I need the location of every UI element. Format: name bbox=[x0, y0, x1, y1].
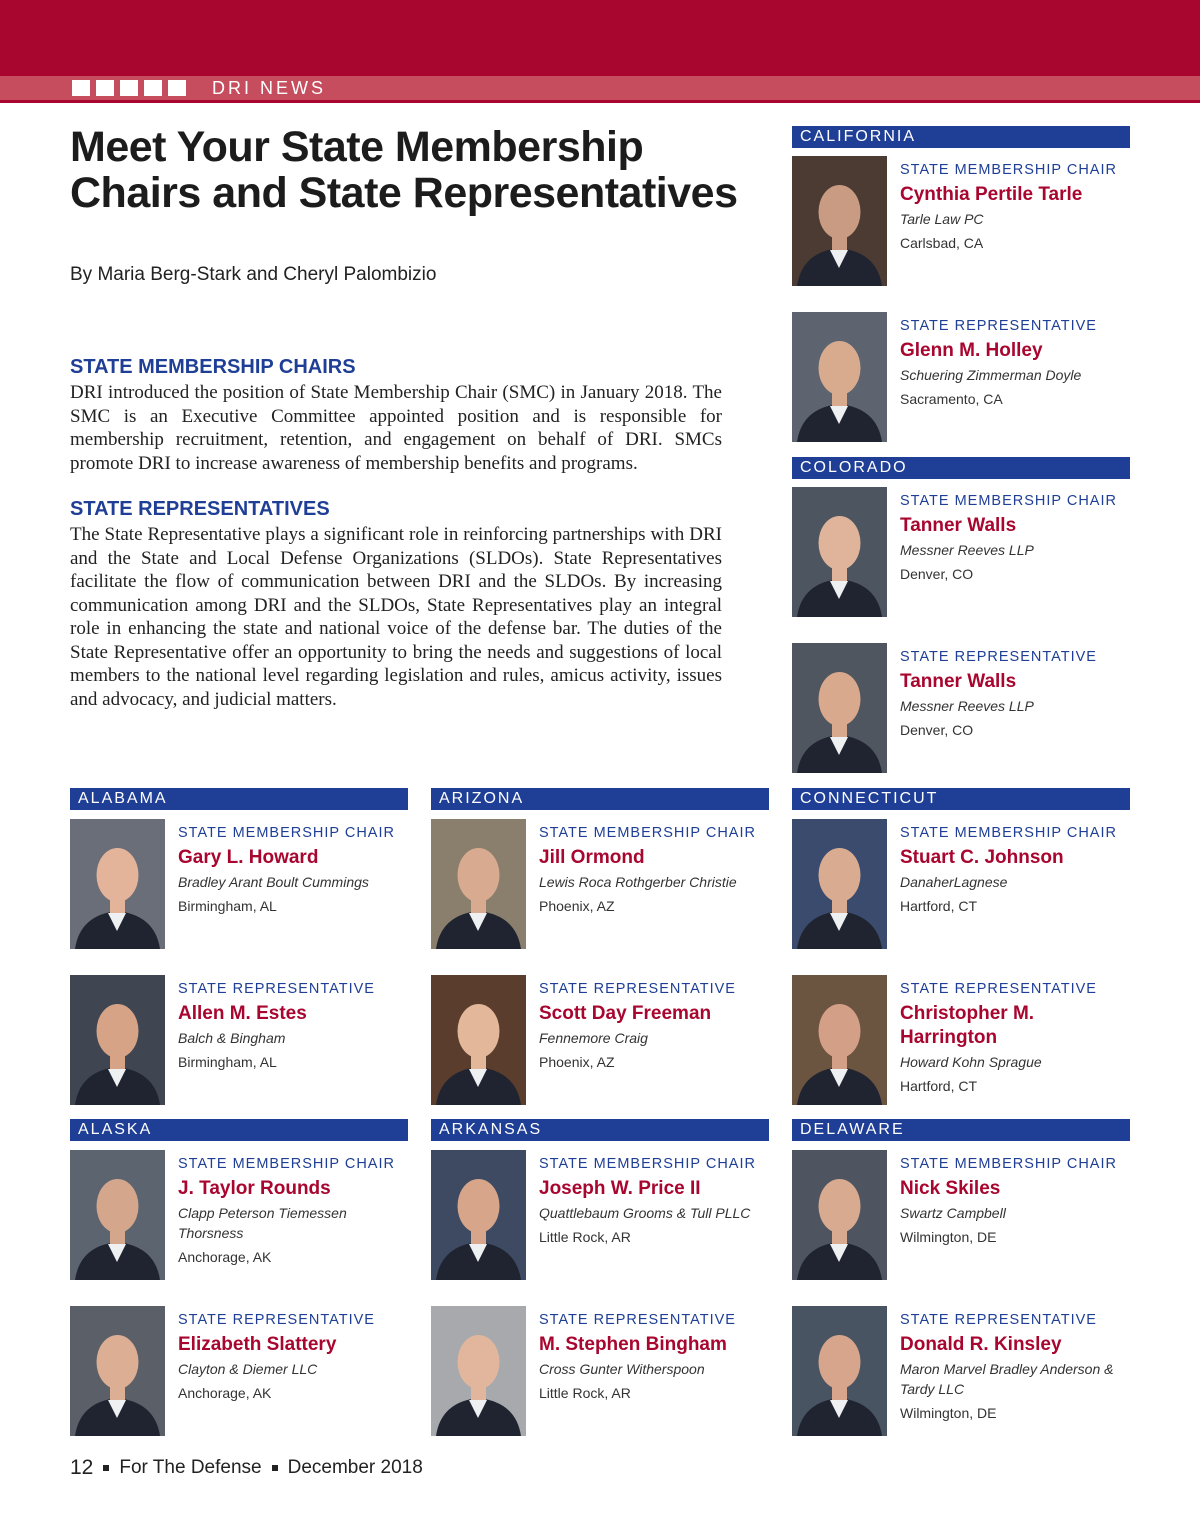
portrait-photo bbox=[70, 1306, 165, 1436]
person-role: STATE REPRESENTATIVE bbox=[178, 981, 375, 997]
person-role: STATE MEMBERSHIP CHAIR bbox=[539, 1156, 756, 1172]
portrait-frame bbox=[431, 1306, 526, 1436]
portrait-frame bbox=[792, 312, 887, 442]
state-header-bar: COLORADO bbox=[792, 457, 1130, 479]
page-footer bbox=[70, 1456, 423, 1480]
person-card bbox=[70, 819, 410, 949]
person-firm: Swartz Campbell bbox=[900, 1205, 1006, 1221]
person-role: STATE MEMBERSHIP CHAIR bbox=[900, 1156, 1117, 1172]
person-city: Wilmington, DE bbox=[900, 1405, 997, 1421]
person-firm: Cross Gunter Witherspoon bbox=[539, 1361, 705, 1377]
person-name: Donald R. Kinsley bbox=[900, 1334, 1062, 1355]
person-city: Phoenix, AZ bbox=[539, 898, 615, 914]
person-city: Phoenix, AZ bbox=[539, 1054, 615, 1070]
state-header-bar: ALABAMA bbox=[70, 788, 408, 810]
person-card bbox=[792, 975, 1132, 1105]
person-info bbox=[539, 819, 771, 916]
person-city: Sacramento, CA bbox=[900, 391, 1003, 407]
portrait-frame bbox=[70, 819, 165, 949]
person-name: Nick Skiles bbox=[900, 1178, 1001, 1199]
person-role: STATE REPRESENTATIVE bbox=[539, 1312, 736, 1328]
portrait-frame bbox=[70, 975, 165, 1105]
person-firm: Bradley Arant Boult Cummings bbox=[178, 874, 369, 890]
person-card bbox=[431, 1150, 771, 1280]
person-name: Tanner Walls bbox=[900, 515, 1017, 536]
portrait-frame bbox=[792, 975, 887, 1105]
masthead-band bbox=[0, 0, 1200, 76]
portrait-frame bbox=[431, 819, 526, 949]
portrait-photo bbox=[431, 1150, 526, 1280]
person-info bbox=[178, 1306, 410, 1403]
person-firm: Tarle Law PC bbox=[900, 211, 984, 227]
person-firm: Fennemore Craig bbox=[539, 1030, 648, 1046]
portrait-photo bbox=[70, 1150, 165, 1280]
portrait-photo bbox=[431, 819, 526, 949]
person-firm: Clapp Peterson Tiemessen Thorsness bbox=[178, 1205, 347, 1241]
footer-separator bbox=[103, 1465, 109, 1471]
person-name: Stuart C. Johnson bbox=[900, 847, 1064, 868]
person-role: STATE MEMBERSHIP CHAIR bbox=[900, 162, 1117, 178]
person-name: Glenn M. Holley bbox=[900, 340, 1043, 361]
person-info bbox=[539, 1306, 771, 1403]
person-info bbox=[900, 312, 1132, 409]
person-role: STATE REPRESENTATIVE bbox=[900, 1312, 1097, 1328]
person-name: Tanner Walls bbox=[900, 671, 1017, 692]
person-card bbox=[792, 819, 1132, 949]
person-card bbox=[70, 1150, 410, 1280]
state-header-bar: DELAWARE bbox=[792, 1119, 1130, 1141]
person-name: Gary L. Howard bbox=[178, 847, 319, 868]
person-city: Denver, CO bbox=[900, 566, 974, 582]
person-info bbox=[539, 1150, 771, 1247]
state-header-bar: ARIZONA bbox=[431, 788, 769, 810]
state-header-bar: CONNECTICUT bbox=[792, 788, 1130, 810]
person-firm: Howard Kohn Sprague bbox=[900, 1054, 1042, 1070]
person-role: STATE REPRESENTATIVE bbox=[900, 981, 1097, 997]
person-city: Little Rock, AR bbox=[539, 1385, 631, 1401]
person-firm: Schuering Zimmerman Doyle bbox=[900, 367, 1082, 383]
portrait-photo bbox=[792, 643, 887, 773]
person-city: Anchorage, AK bbox=[178, 1249, 272, 1265]
portrait-frame bbox=[792, 643, 887, 773]
person-info bbox=[539, 975, 771, 1072]
person-card bbox=[431, 1306, 771, 1436]
portrait-frame bbox=[431, 1150, 526, 1280]
portrait-frame bbox=[792, 156, 887, 286]
person-city: Carlsbad, CA bbox=[900, 235, 984, 251]
person-card bbox=[792, 312, 1132, 442]
portrait-photo bbox=[792, 156, 887, 286]
person-name: Scott Day Freeman bbox=[539, 1003, 712, 1024]
portrait-frame bbox=[70, 1150, 165, 1280]
portrait-frame bbox=[792, 1150, 887, 1280]
person-card bbox=[792, 1306, 1132, 1436]
person-role: STATE REPRESENTATIVE bbox=[539, 981, 736, 997]
person-name: Christopher M. Harrington bbox=[900, 1003, 1035, 1048]
portrait-photo bbox=[792, 1306, 887, 1436]
person-card bbox=[792, 1150, 1132, 1280]
person-card bbox=[70, 975, 410, 1105]
portrait-photo bbox=[431, 975, 526, 1105]
person-card bbox=[792, 487, 1132, 617]
portrait-photo bbox=[792, 487, 887, 617]
portrait-photo bbox=[792, 312, 887, 442]
section-bar bbox=[0, 76, 1200, 100]
person-info bbox=[900, 487, 1132, 584]
person-name: Allen M. Estes bbox=[178, 1003, 307, 1024]
person-firm: Messner Reeves LLP bbox=[900, 698, 1034, 714]
person-firm: Maron Marvel Bradley Anderson & Tardy LLC bbox=[900, 1361, 1114, 1397]
section-body-chairs: DRI introduced the position of State Membership Chair (SMC) in January 2018. The SMC is an Executive Committee appointed position and is responsible for membership recruitment, retention, and engagement on behalf of DRI. SMCs promote DRI to increase awareness of membership benefits and programs. bbox=[70, 382, 722, 474]
person-role: STATE REPRESENTATIVE bbox=[178, 1312, 375, 1328]
page-number: 12 bbox=[70, 1456, 94, 1479]
person-role: STATE REPRESENTATIVE bbox=[900, 318, 1097, 334]
person-info bbox=[900, 975, 1132, 1096]
person-firm: Quattlebaum Grooms & Tull PLLC bbox=[539, 1205, 751, 1221]
person-role: STATE MEMBERSHIP CHAIR bbox=[539, 825, 756, 841]
footer-separator bbox=[272, 1465, 278, 1471]
person-city: Birmingham, AL bbox=[178, 1054, 277, 1070]
person-name: Cynthia Pertile Tarle bbox=[900, 184, 1083, 205]
person-name: Joseph W. Price II bbox=[539, 1178, 701, 1199]
person-card bbox=[431, 819, 771, 949]
portrait-photo bbox=[431, 1306, 526, 1436]
article-byline: By Maria Berg-Stark and Cheryl Palombizio bbox=[70, 264, 437, 285]
person-info bbox=[900, 1150, 1132, 1247]
person-city: Anchorage, AK bbox=[178, 1385, 272, 1401]
person-role: STATE REPRESENTATIVE bbox=[900, 649, 1097, 665]
person-firm: Lewis Roca Rothgerber Christie bbox=[539, 874, 737, 890]
person-city: Denver, CO bbox=[900, 722, 974, 738]
person-card bbox=[792, 643, 1132, 773]
portrait-frame bbox=[70, 1306, 165, 1436]
person-city: Wilmington, DE bbox=[900, 1229, 997, 1245]
article-title: Meet Your State Membership Chairs and State Representatives bbox=[70, 123, 738, 217]
person-card bbox=[431, 975, 771, 1105]
person-role: STATE MEMBERSHIP CHAIR bbox=[178, 1156, 395, 1172]
person-firm: Messner Reeves LLP bbox=[900, 542, 1034, 558]
state-header-bar: ALASKA bbox=[70, 1119, 408, 1141]
person-role: STATE MEMBERSHIP CHAIR bbox=[900, 825, 1117, 841]
issue-date: December 2018 bbox=[287, 1457, 423, 1478]
person-role: STATE MEMBERSHIP CHAIR bbox=[900, 493, 1117, 509]
state-header-bar: CALIFORNIA bbox=[792, 126, 1130, 148]
person-card bbox=[792, 156, 1132, 286]
section-body-reps: The State Representative plays a significant role in reinforcing partnerships with DRI and the State and Local Defense Organizations (SLDOs). State Representatives facilitate the flow of communication between DRI and the SLDOs. By increasing communication among DRI and the SLDOs, State Representatives play an integral role in enhancing the state and national voice of the defense bar. The duties of the State Representative offer an opportunity to bring the needs and suggestions of local members to the national level regarding legislation and rules, amicus activity, issues and advocacy, and judicial matters. bbox=[70, 524, 722, 710]
portrait-frame bbox=[792, 819, 887, 949]
person-name: Elizabeth Slattery bbox=[178, 1334, 337, 1355]
portrait-frame bbox=[431, 975, 526, 1105]
person-info bbox=[900, 643, 1132, 740]
section-squares bbox=[72, 80, 186, 96]
person-info bbox=[178, 1150, 410, 1267]
portrait-photo bbox=[792, 1150, 887, 1280]
portrait-photo bbox=[70, 819, 165, 949]
person-city: Little Rock, AR bbox=[539, 1229, 631, 1245]
state-header-bar: ARKANSAS bbox=[431, 1119, 769, 1141]
portrait-photo bbox=[792, 975, 887, 1105]
portrait-frame bbox=[792, 487, 887, 617]
section-heading-chairs: STATE MEMBERSHIP CHAIRS bbox=[70, 356, 356, 378]
person-firm: DanaherLagnese bbox=[900, 874, 1008, 890]
person-name: M. Stephen Bingham bbox=[539, 1334, 727, 1355]
person-name: Jill Ormond bbox=[539, 847, 645, 868]
person-info bbox=[178, 975, 410, 1072]
person-info bbox=[178, 819, 410, 916]
person-info bbox=[900, 1306, 1132, 1423]
person-city: Hartford, CT bbox=[900, 898, 978, 914]
header-rule bbox=[0, 100, 1200, 103]
publication-name: For The Defense bbox=[119, 1457, 262, 1478]
person-city: Hartford, CT bbox=[900, 1078, 978, 1094]
portrait-photo bbox=[70, 975, 165, 1105]
section-heading-reps: STATE REPRESENTATIVES bbox=[70, 498, 330, 520]
person-info bbox=[900, 156, 1132, 253]
person-firm: Balch & Bingham bbox=[178, 1030, 286, 1046]
portrait-photo bbox=[792, 819, 887, 949]
person-city: Birmingham, AL bbox=[178, 898, 277, 914]
person-card bbox=[70, 1306, 410, 1436]
section-label: DRI NEWS bbox=[212, 78, 326, 98]
person-firm: Clayton & Diemer LLC bbox=[178, 1361, 318, 1377]
person-name: J. Taylor Rounds bbox=[178, 1178, 331, 1199]
person-role: STATE MEMBERSHIP CHAIR bbox=[178, 825, 395, 841]
person-info bbox=[900, 819, 1132, 916]
portrait-frame bbox=[792, 1306, 887, 1436]
